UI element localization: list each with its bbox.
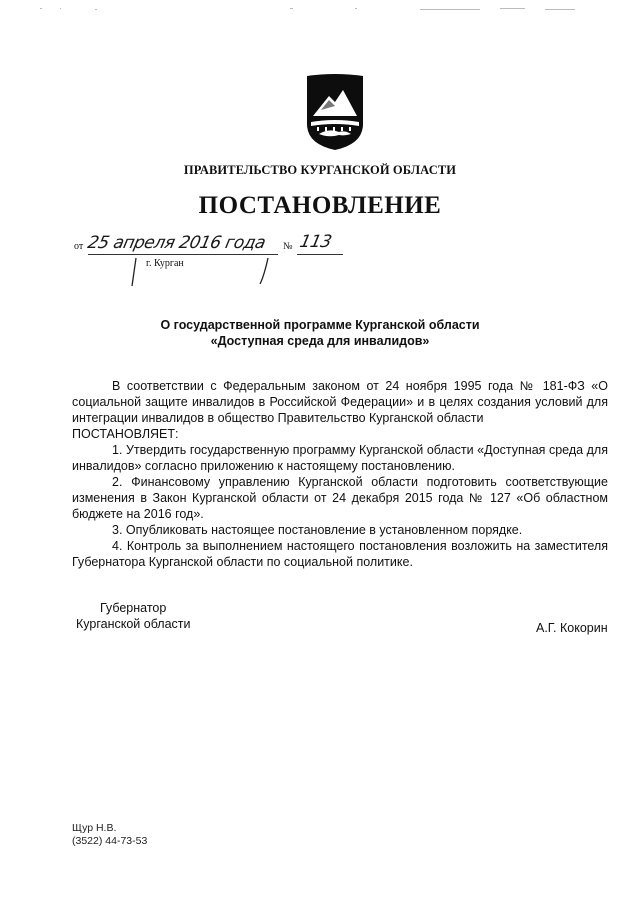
subject-line-1: О государственной программе Курганской области bbox=[160, 318, 480, 332]
subject-line-2: «Доступная среда для инвалидов» bbox=[210, 334, 430, 348]
list-item: 1. Утвердить государственную программу Курганской области «Доступная среда для инвалидов» согласно приложению к настоящему постановлению. bbox=[72, 443, 608, 473]
city-label: г. Курган bbox=[146, 258, 184, 269]
scan-noise bbox=[0, 6, 640, 12]
document-subject bbox=[0, 317, 640, 349]
handwriting-strokes bbox=[128, 256, 278, 288]
number-underline bbox=[297, 254, 343, 255]
date-prefix: от bbox=[74, 241, 84, 252]
kurgan-coat-of-arms-icon bbox=[295, 72, 375, 152]
contact-phone: (3522) 44-73-53 bbox=[72, 835, 148, 847]
document-type-title: ПОСТАНОВЛЕНИЕ bbox=[198, 192, 442, 219]
number-prefix: № bbox=[283, 241, 293, 252]
signer-name: А.Г. Кокорин bbox=[536, 621, 608, 635]
list-item: 3. Опубликовать настоящее постановление в установленном порядке. bbox=[112, 523, 523, 537]
preamble-paragraph: В соответствии с Федеральным законом от 24 ноября 1995 года № 181-ФЗ «О социальной защите инвалидов в Российской Федерации» и в целях создания условий для интеграции инвалидов в общество Правительство Курганской области bbox=[72, 379, 608, 425]
signer-title-line-2: Курганской области bbox=[76, 617, 191, 631]
document-body bbox=[72, 378, 608, 570]
decree-word: ПОСТАНОВЛЯЕТ: bbox=[72, 427, 179, 441]
handwritten-date: 25 апреля 2016 года bbox=[85, 233, 268, 253]
date-underline bbox=[88, 254, 278, 255]
signer-title-line-1: Губернатор bbox=[100, 601, 167, 615]
government-name: ПРАВИТЕЛЬСТВО КУРГАНСКОЙ ОБЛАСТИ bbox=[183, 163, 457, 177]
contact-block bbox=[72, 822, 147, 848]
list-item: 4. Контроль за выполнением настоящего постановления возложить на заместителя Губернатора Курганской области по социальной политике. bbox=[72, 539, 608, 569]
list-item: 2. Финансовому управлению Курганской области подготовить соответствующие изменения в Закон Курганской области от 24 декабря 2015 года № 127 «Об областном бюджете на 2016 год». bbox=[72, 475, 608, 521]
contact-person: Щур Н.В. bbox=[72, 822, 117, 834]
handwritten-number: 113 bbox=[297, 232, 334, 252]
